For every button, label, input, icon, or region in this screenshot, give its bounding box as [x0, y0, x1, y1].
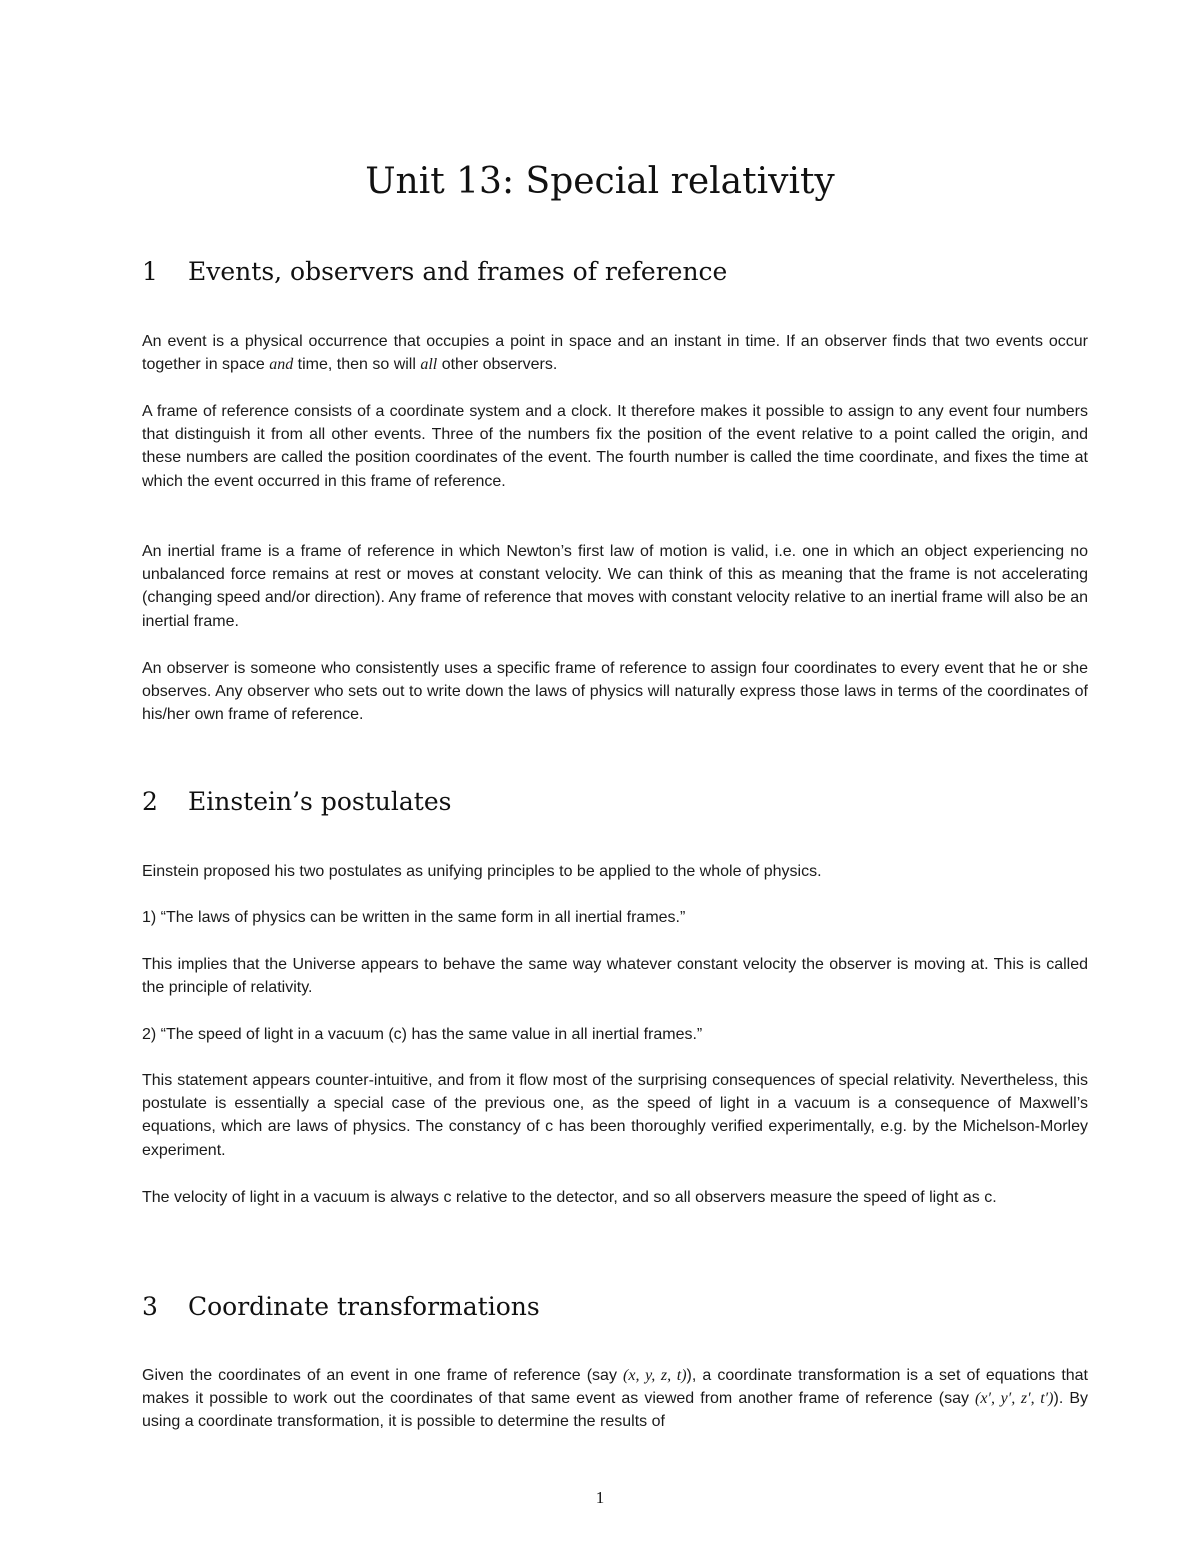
page-number: 1: [595, 1488, 605, 1507]
text-run: An event is a physical occurrence that occupies a point in space and an instant in time. If an observer finds that two events occur together in space: [142, 333, 1088, 374]
section-heading-transformations: [142, 1290, 1092, 1324]
section-number: 3: [142, 1292, 158, 1321]
paragraph-postulates-intro: Einstein proposed his two postulates as unifying principles to be applied to the whole of physics.: [142, 863, 822, 880]
postulate-one: 1) “The laws of physics can be written in the same form in all inertial frames.”: [142, 909, 686, 926]
emphasis-text: and: [269, 356, 294, 374]
text-run: time, then so will: [293, 356, 421, 374]
emphasis-text: all: [420, 356, 438, 374]
section-number: 1: [142, 257, 158, 286]
page-title: Unit 13: Special relativity: [365, 161, 835, 202]
section-number: 2: [142, 787, 158, 816]
paragraph-counter-intuitive: This statement appears counter-intuitive, and from it flow most of the surprising consequences of special relativity. Nevertheless, this postulate is essentially a special case of the previous one, as the speed of light in a vacuum is a consequence of Maxwell’s equations, which are laws of physics. The constancy of c has been thoroughly verified experimentally, e.g. by the Michelson-Morley experiment.: [142, 1072, 1088, 1159]
math-coordinates: (x, y, z, t): [623, 1367, 687, 1384]
paragraph-coordinate-transformation: [142, 1364, 1088, 1434]
section-heading-text: Events, observers and frames of reference: [188, 257, 728, 286]
math-primed-coordinates: (x′, y′, z′, t′): [975, 1390, 1054, 1408]
section-heading-text: Coordinate transformations: [188, 1292, 540, 1321]
section-heading-events: [142, 255, 1092, 289]
paragraph-observer: An observer is someone who consistently uses a specific frame of reference to assign four coordinates to every event that he or she observes. Any observer who sets out to write down the laws of physics will naturally express those laws in terms of the coordinates of his/her own frame of reference.: [142, 660, 1088, 724]
text-run: ). By using a coordinate transformation, it is possible to determine the results of: [142, 1390, 1089, 1431]
paragraph-event-definition: [142, 330, 1088, 376]
section-heading-text: Einstein’s postulates: [188, 787, 452, 816]
section-heading-postulates: [142, 785, 1092, 819]
paragraph-principle-of-relativity: This implies that the Universe appears to behave the same way whatever constant velocity the observer is moving at. This is called the principle of relativity.: [142, 956, 1088, 997]
text-run: other observers.: [437, 356, 558, 374]
paragraph-inertial-frame: An inertial frame is a frame of reference in which Newton’s first law of motion is valid, i.e. one in which an object experiencing no unbalanced force remains at rest or moves at constant velocity. We can think of this as meaning that the frame is not accelerating (changing speed and/or direction). Any frame of reference that moves with constant velocity relative to an inertial frame will also be an inertial frame.: [142, 543, 1088, 630]
paragraph-velocity-of-light: The velocity of light in a vacuum is always c relative to the detector, and so all observers measure the speed of light as c.: [142, 1189, 997, 1206]
text-run: Given the coordinates of an event in one frame of reference (say: [142, 1367, 624, 1384]
postulate-two: 2) “The speed of light in a vacuum (c) has the same value in all inertial frames.”: [142, 1026, 703, 1043]
text-run: ), a coordinate transformation is a set of equations that makes it possible to work out the coordinates of that same event as viewed from another frame of reference (say: [142, 1367, 1089, 1408]
paragraph-frame-of-reference: A frame of reference consists of a coordinate system and a clock. It therefore makes it possible to assign to any event four numbers that distinguish it from all other events. Three of the numbers fix the position of the event relative to a point called the origin, and these numbers are called the position coordinates of the event. The fourth number is called the time coordinate, and fixes the time at which the event occurred in this frame of reference.: [142, 403, 1088, 490]
